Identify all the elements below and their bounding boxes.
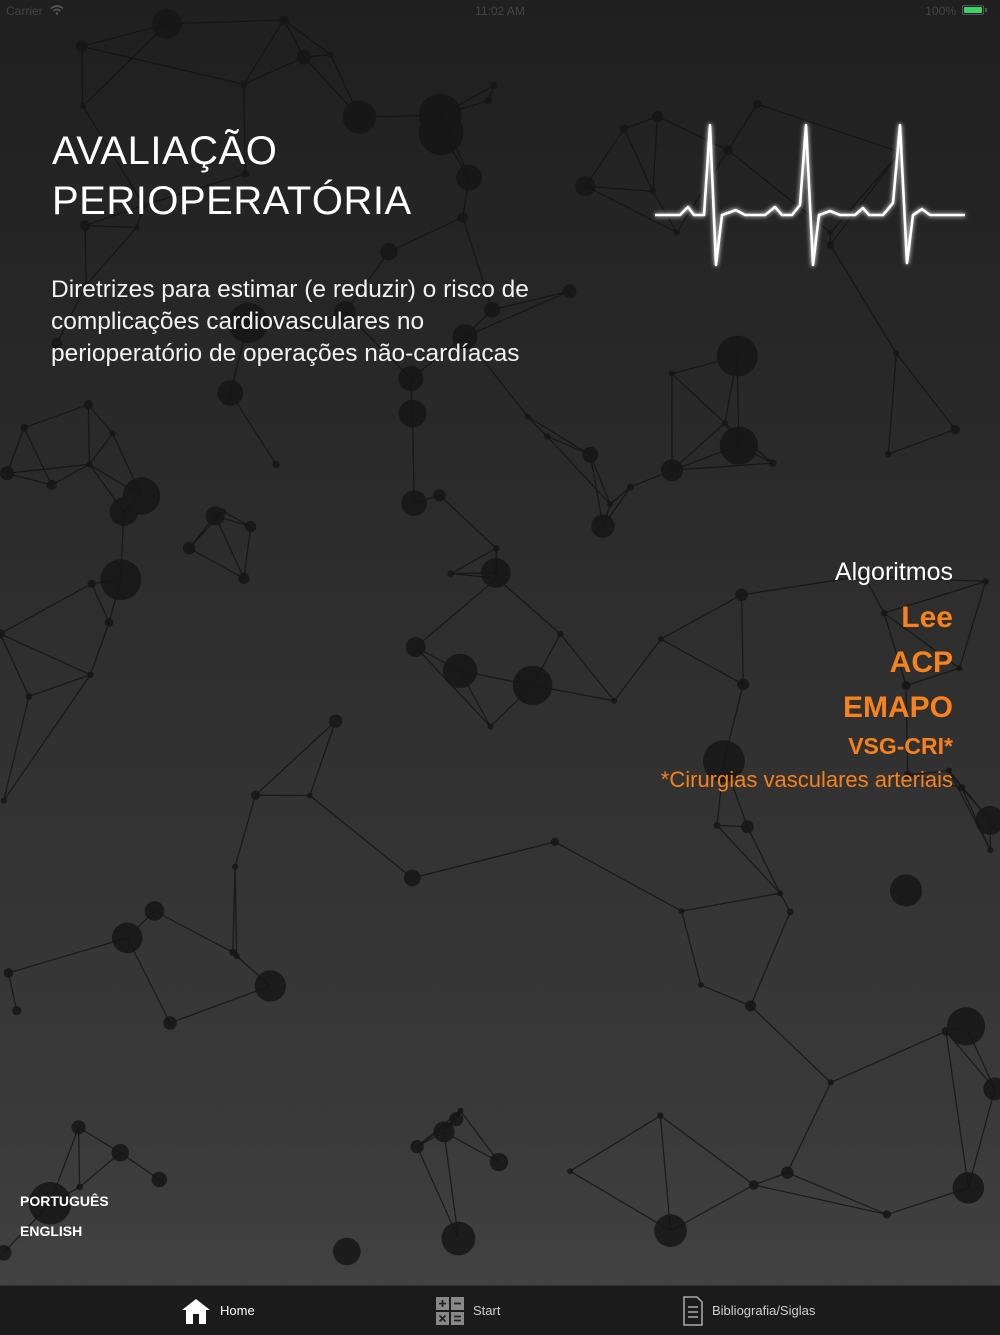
tab-home[interactable] [180,1286,255,1335]
battery-percentage: 100% [925,4,956,18]
algorithm-lee-link[interactable]: Lee [553,595,953,640]
tab-bibliography[interactable] [682,1286,815,1335]
tab-bar [0,1285,1000,1335]
algorithms-panel [553,555,953,798]
title-line-1: AVALIAÇÃO [52,129,277,173]
home-icon [180,1297,212,1325]
battery-icon [962,5,984,15]
heartbeat-icon [650,115,970,275]
status-time: 11:02 AM [0,4,1000,18]
algorithm-acp-link[interactable]: ACP [553,640,953,685]
page-title [52,126,412,226]
algorithm-vsg-cri-link[interactable]: VSG-CRI* [553,730,953,762]
tab-start[interactable] [435,1286,500,1335]
title-line-2: PERIOPERATÓRIA [52,179,412,223]
carrier-label: Carrier [6,4,43,18]
algorithms-header: Algoritmos [553,555,953,589]
tab-home-label: Home [220,1303,255,1318]
status-bar [0,0,1000,22]
calculator-icon [435,1296,465,1326]
document-icon [682,1296,704,1326]
language-english-button[interactable]: ENGLISH [20,1223,82,1239]
subtitle: Diretrizes para estimar (e reduzir) o risco de complicações cardiovasculares no perioperatório de operações não-cardíacas [51,274,531,370]
algorithm-footnote: *Cirurgias vasculares arteriais [553,762,953,798]
algorithm-emapo-link[interactable]: EMAPO [553,685,953,730]
language-portuguese-button[interactable]: PORTUGUÊS [20,1193,109,1209]
tab-start-label: Start [473,1303,500,1318]
tab-bibliography-label: Bibliografia/Siglas [712,1303,815,1318]
